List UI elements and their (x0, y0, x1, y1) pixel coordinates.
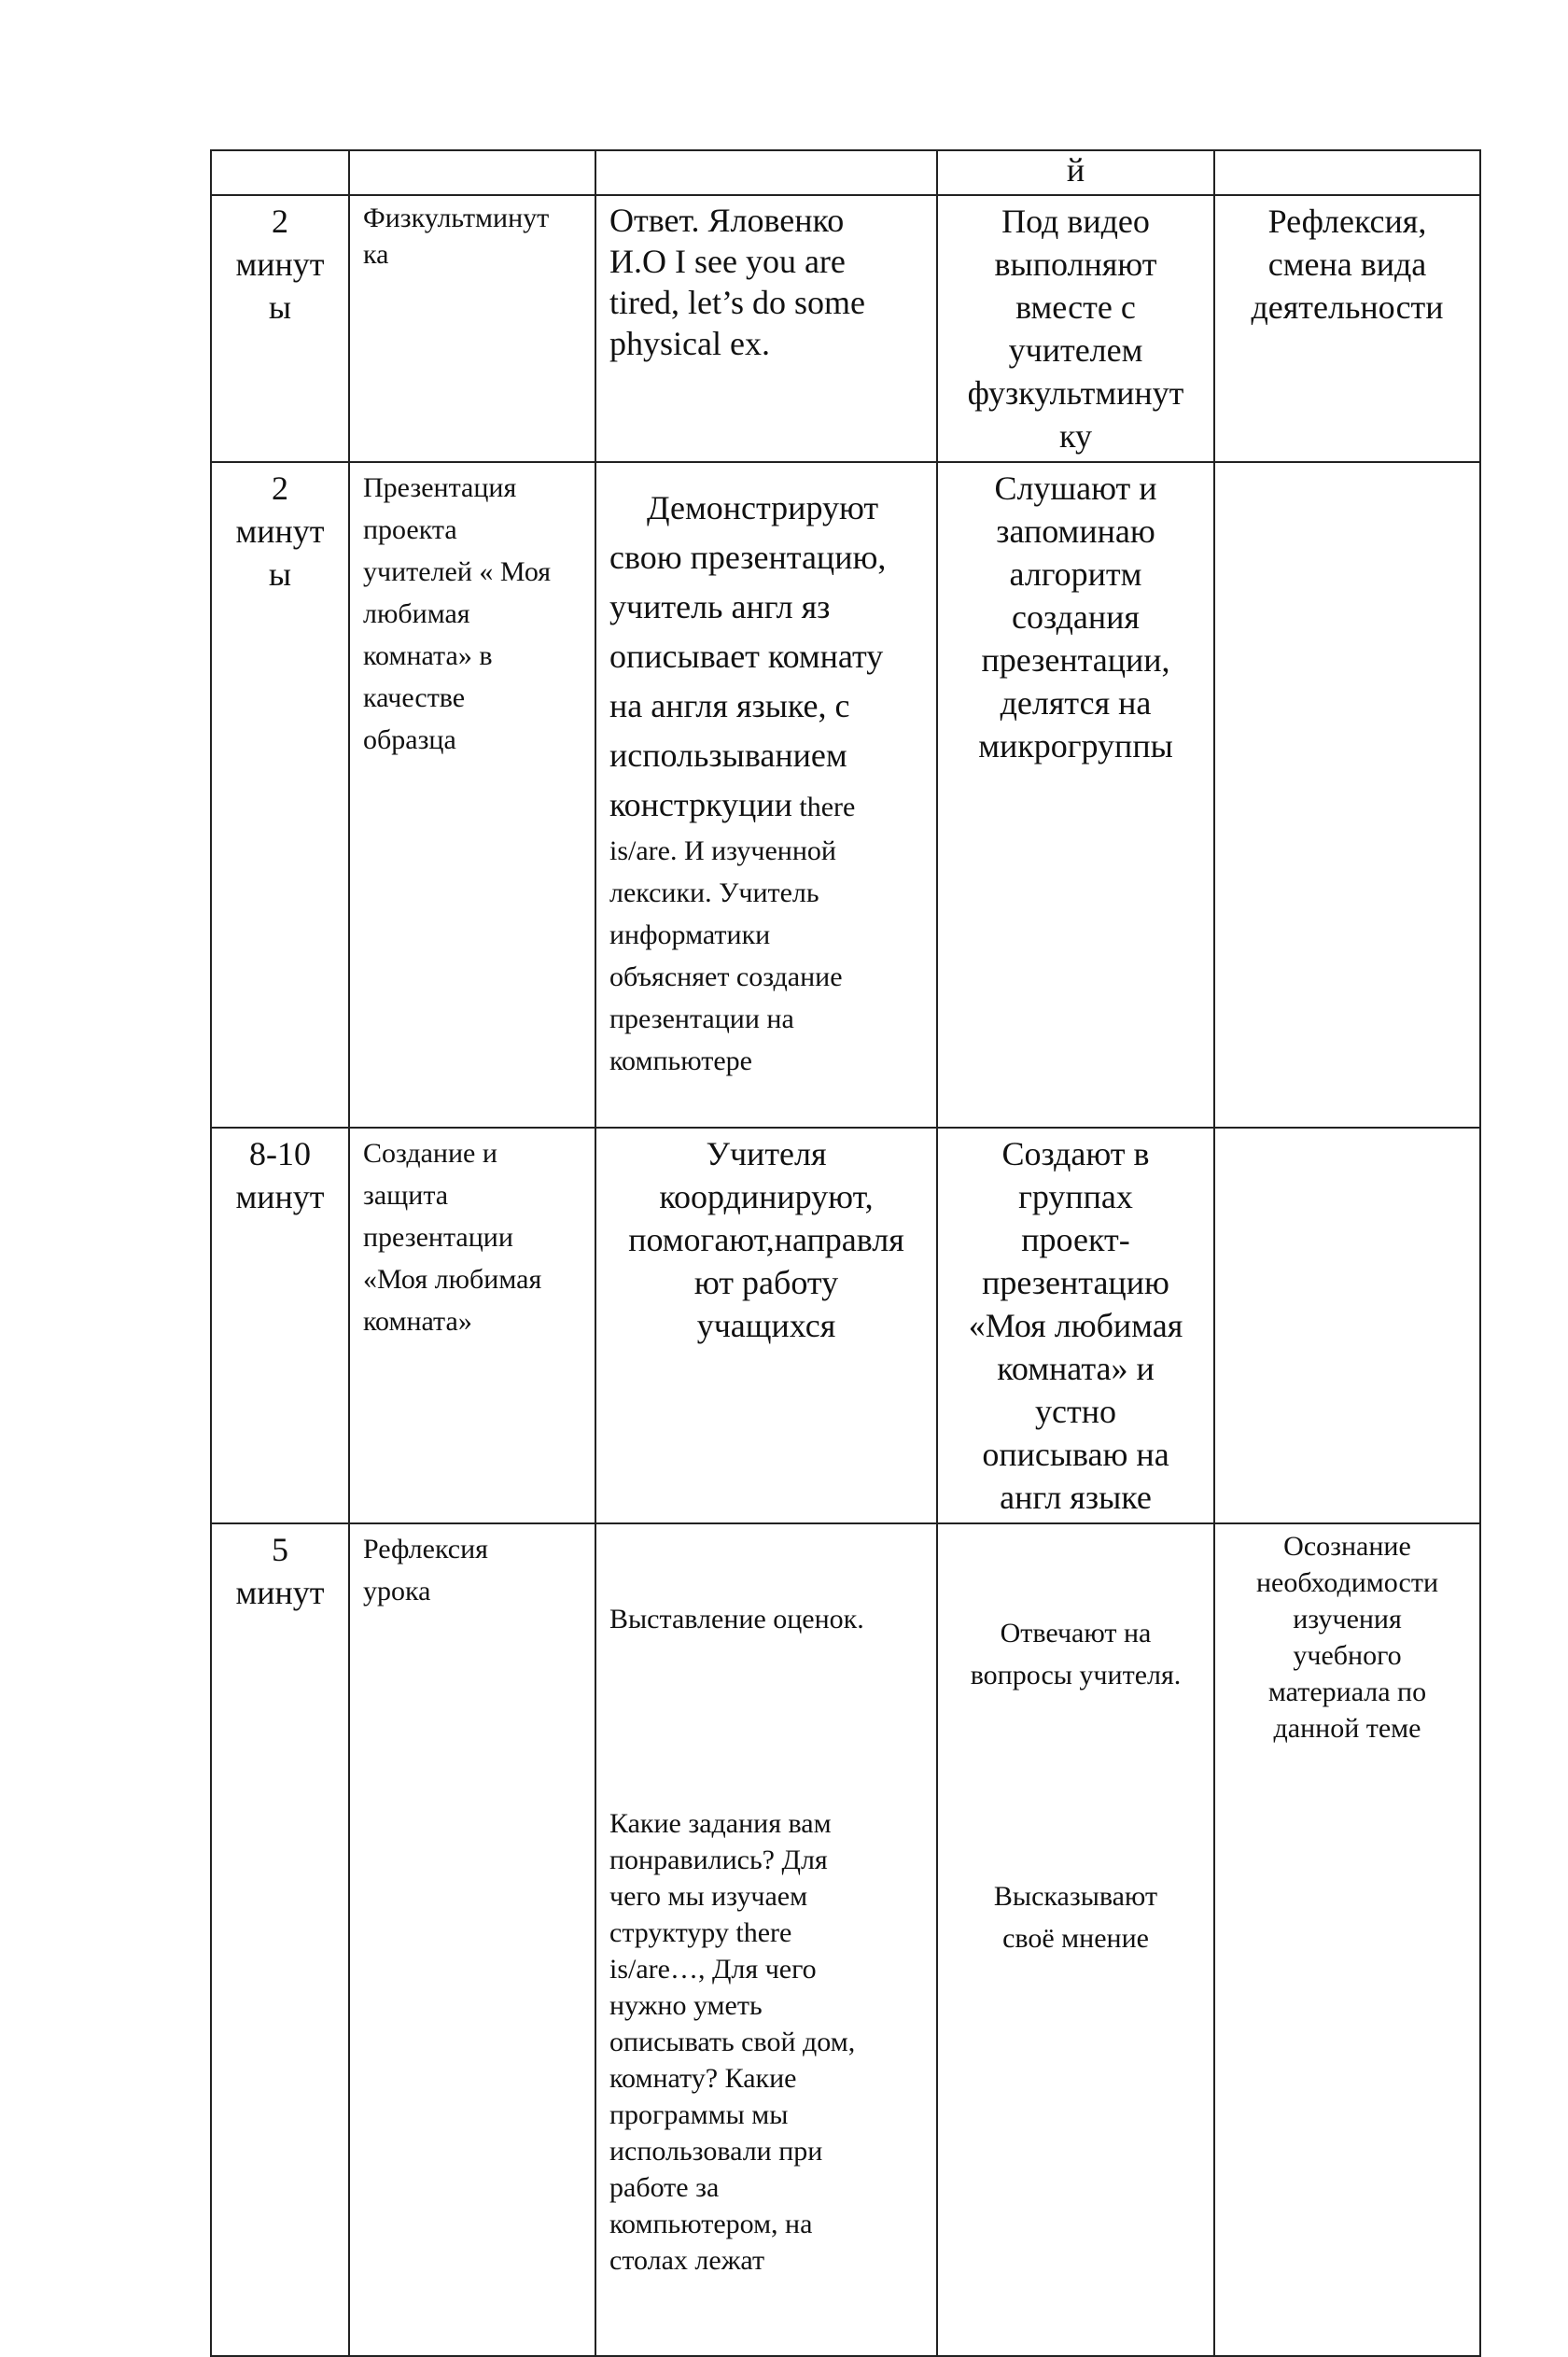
table-row (211, 1128, 1480, 1523)
stage-cell (349, 150, 595, 195)
stage-cell: Физкультминут ка (349, 195, 595, 462)
result-cell (1214, 150, 1480, 195)
teacher-activity-cell (595, 1523, 937, 2356)
stage-cell: Презентация проекта учителей « Моя любимая комната» в качестве образца (349, 462, 595, 1128)
teacher-activity-cell: Ответ. Яловенко И.О I see you are tired, let’s do some physical ex. (595, 195, 937, 462)
time-cell: 8-10 минут (211, 1128, 349, 1523)
teacher-activity-paragraph: Выставление оценок. (609, 1604, 864, 1634)
time-cell: 2 минут ы (211, 195, 349, 462)
teacher-activity-text-large: Демонстрируют свою презентацию, учитель англ яз описывает комнату на англя языке, с использыванием констркуции (609, 489, 887, 823)
lesson-plan-table (210, 149, 1481, 2357)
student-activity-paragraph: Высказывают своё мнение (993, 1881, 1158, 1954)
teacher-activity-text-small: there is/are. И изученной лексики. Учитель информатики объясняет создание презентации на компьютере (609, 792, 856, 1076)
result-cell: Рефлексия, смена вида деятельности (1214, 195, 1480, 462)
table-row (211, 462, 1480, 1128)
stage-cell: Создание и защита презентации «Моя любимая комната» (349, 1128, 595, 1523)
result-cell (1214, 1128, 1480, 1523)
time-cell: 5 минут (211, 1523, 349, 2356)
student-activity-cell: Под видео выполняют вместе с учителем фузкультминут ку (937, 195, 1214, 462)
teacher-activity-cell (595, 150, 937, 195)
table-row (211, 195, 1480, 462)
student-activity-cell: Создают в группах проект- презентацию «Моя любимая комната» и устно описываю на англ языке (937, 1128, 1214, 1523)
teacher-activity-cell: Учителя координируют, помогают,направля ют работу учащихся (595, 1128, 937, 1523)
student-activity-cell (937, 1523, 1214, 2356)
student-activity-paragraph: Отвечают на вопросы учителя. (970, 1618, 1182, 1691)
time-cell: 2 минут ы (211, 462, 349, 1128)
table-row (211, 1523, 1480, 2356)
result-cell (1214, 462, 1480, 1128)
teacher-activity-paragraph: Какие задания вам понравились? Для чего мы изучаем структуру there is/are…, Для чего нужно уметь описывать свой дом, комнату? Какие программы мы использовали при работе за компьютером, на столах лежат (609, 1808, 856, 2276)
time-cell (211, 150, 349, 195)
teacher-activity-cell (595, 462, 937, 1128)
table-row (211, 150, 1480, 195)
stage-cell: Рефлексия урока (349, 1523, 595, 2356)
student-activity-cell: Слушают и запоминаю алгоритм создания презентации, делятся на микрогруппы (937, 462, 1214, 1128)
student-activity-cell: й (937, 150, 1214, 195)
result-cell: Осознание необходимости изучения учебного материала по данной теме (1214, 1523, 1480, 2356)
